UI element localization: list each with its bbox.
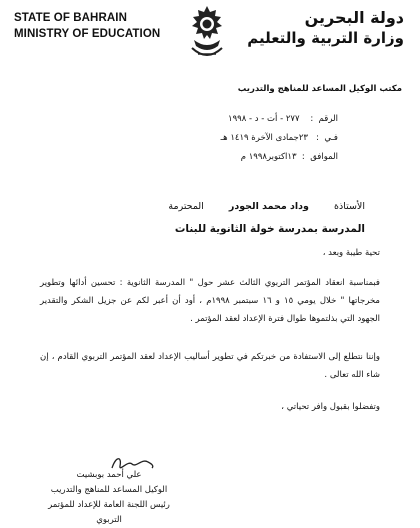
reference-block [221,110,338,167]
hijri-date-value: ٢٣جمادى الآخرة ١٤١٩ هـ [220,133,308,143]
english-state-name: STATE OF BAHRAIN [14,12,127,24]
gregorian-date-label: الموافق [310,152,338,162]
signer-title: الوكيل المساعد للمناهج والتدريب [50,485,168,495]
gregorian-date-row: الموافق : ١٣اكتوبر١٩٩٨ م [240,152,338,162]
hijri-date-row: فـي : ٢٣جمادى الآخرة ١٤١٩ هـ [220,133,338,143]
addressee-title: الأستاذة [334,201,365,212]
arabic-state-name: دولة البحرين [304,8,404,27]
addressee-block [146,196,365,240]
emblem-seal [180,2,234,66]
reference-number-row: الرقم : ٢٧٧ - أت - د - ١٩٩٨ [228,114,338,124]
body-paragraph-2: وإننا نتطلع إلى الاستفادة من خبرتكم في تطوير أساليب الإعداد لعقد المؤتمر التربوي القادم ، إن شاء الله تعالى . [40,352,380,380]
closing-line: وتفضلوا بقبول وافر تحياتي ، [281,402,380,412]
signer-block [34,468,184,528]
addressee-name-row [146,196,365,218]
body-paragraph-1: فبمناسبة انعقاد المؤتمر التربوي الثالث عشر حول " المدرسة الثانوية : تحسين أدائها وتطوير مخرجاتها " خلال يومي ١٥ و ١٦ سبتمبر ١٩٩٨م ، أود أن أعبر لكم عن جزيل الشكر والتقدير الجهود التي بذلتموها طوال فترة الإعداد لعقد المؤتمر . [40,278,380,324]
office-name: مكتب الوكيل المساعد للمناهج والتدريب [237,84,402,94]
addressee-school: المدرسة بمدرسة خولة الثانوية للبنات [174,223,365,235]
gregorian-date-value: ١٣اكتوبر١٩٩٨ م [240,152,297,162]
addressee-honorific: المحترمة [168,201,204,212]
addressee-name: وداد محمد الجودر [228,201,309,212]
hijri-date-label: فـي [324,133,338,143]
signer-name: علي أحمد بوبشيت [76,470,142,480]
arabic-letterhead [247,8,404,48]
reference-number-label: الرقم [318,114,338,124]
arabic-ministry-name: وزارة التربية والتعليم [247,29,404,47]
reference-number-value: ٢٧٧ - أت - د - ١٩٩٨ [228,114,300,124]
signer-committee-title: رئيس اللجنة العامة للإعداد للمؤتمر التربوي [48,500,170,525]
greeting: تحية طيبة وبعد ، [322,248,380,258]
english-ministry-name: MINISTRY OF EDUCATION [14,28,161,40]
english-letterhead [14,10,160,42]
